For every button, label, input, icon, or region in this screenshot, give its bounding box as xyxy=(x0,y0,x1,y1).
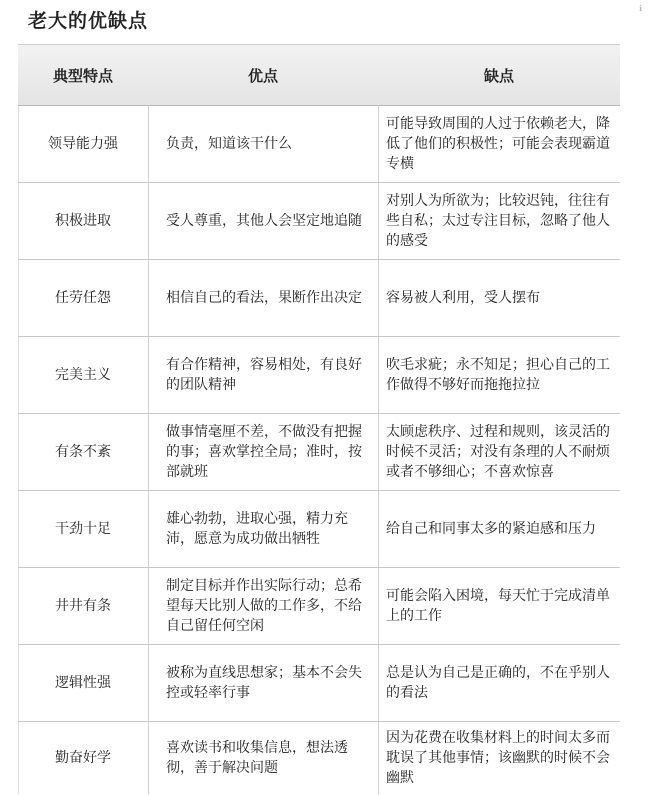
con-cell: 可能会陷入困境，每天忙于完成清单上的工作 xyxy=(386,587,610,624)
pro-cell: 喜欢读书和收集信息，想法透彻，善于解决问题 xyxy=(166,739,348,776)
corner-mark: ℹ xyxy=(638,4,642,13)
trait-cell: 有条不紊 xyxy=(55,443,111,460)
pro-cell: 被称为直线思想家；基本不会失控或轻率行事 xyxy=(166,664,362,701)
pro-cell: 做事情毫厘不差，不做没有把握的事；喜欢掌控全局；准时，按部就班 xyxy=(166,423,362,480)
con-cell: 对别人为所欲为；比较迟钝，往往有些自私；太过专注目标，忽略了他人的感受 xyxy=(386,192,610,249)
trait-cell: 井井有条 xyxy=(55,597,111,614)
con-cell: 总是认为自己是正确的，不在乎别人的看法 xyxy=(386,664,610,701)
page-title: 老大的优缺点 xyxy=(28,10,149,32)
trait-cell: 积极进取 xyxy=(55,212,111,229)
header-cons: 缺点 xyxy=(483,66,514,85)
table-row xyxy=(18,413,620,491)
pro-cell: 受人尊重，其他人会坚定地追随 xyxy=(166,212,362,229)
table-row xyxy=(18,567,620,645)
trait-cell: 领导能力强 xyxy=(48,135,118,152)
con-cell: 因为花费在收集材料上的时间太多而耽误了其他事情；该幽默的时候不会幽默 xyxy=(386,729,610,786)
table-row xyxy=(18,105,620,183)
pro-cell: 相信自己的看法，果断作出决定 xyxy=(166,289,362,306)
trait-cell: 完美主义 xyxy=(55,366,111,383)
con-cell: 可能导致周围的人过于依赖老大，降低了他们的积极性；可能会表现霸道专横 xyxy=(386,115,610,172)
con-cell: 给自己和同事太多的紧迫感和压力 xyxy=(386,520,596,537)
con-cell: 太顾虑秩序、过程和规则，该灵活的时候不灵活；对没有条理的人不耐烦或者不够细心；不喜欢惊喜 xyxy=(386,423,610,480)
trait-cell: 干劲十足 xyxy=(55,520,111,537)
table-row xyxy=(18,644,620,722)
pro-cell: 制定目标并作出实际行动；总希望每天比别人做的工作多，不给自己留任何空闲 xyxy=(166,577,362,634)
pro-cell: 有合作精神，容易相处，有良好的团队精神 xyxy=(166,356,362,393)
header-pros: 优点 xyxy=(247,66,278,85)
table-row xyxy=(18,259,620,337)
trait-cell: 任劳任怨 xyxy=(55,289,111,306)
pro-cell: 雄心勃勃，进取心强，精力充沛，愿意为成功做出牺牲 xyxy=(166,510,348,547)
con-cell: 吹毛求疵；永不知足；担心自己的工作做得不够好而拖拖拉拉 xyxy=(386,356,610,393)
table-row xyxy=(18,721,620,794)
con-cell: 容易被人利用，受人摆布 xyxy=(386,289,540,306)
traits-table xyxy=(18,44,620,794)
table-header xyxy=(18,45,620,106)
trait-cell: 逻辑性强 xyxy=(55,674,111,691)
table-row xyxy=(18,490,620,568)
table-row xyxy=(18,182,620,260)
trait-cell: 勤奋好学 xyxy=(55,749,111,766)
pro-cell: 负责，知道该干什么 xyxy=(166,135,292,152)
header-trait: 典型特点 xyxy=(52,66,113,85)
table-row xyxy=(18,336,620,414)
